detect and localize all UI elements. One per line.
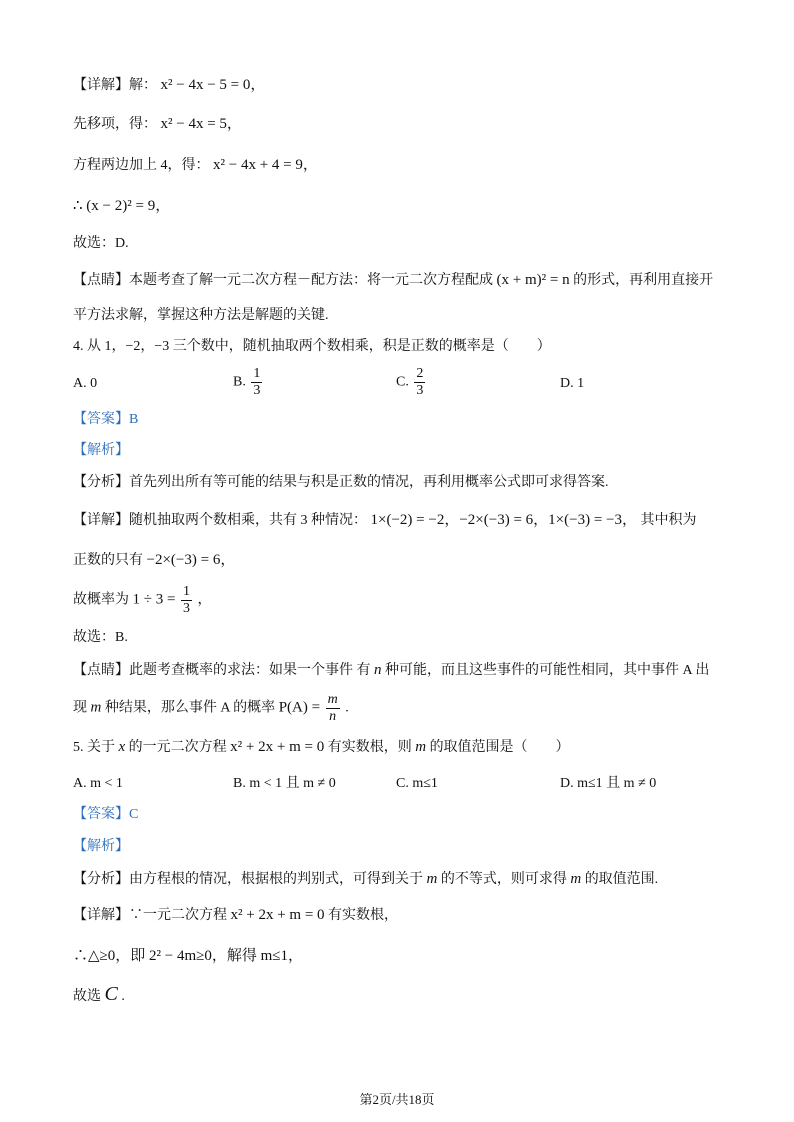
detail-line-1	[73, 75, 265, 96]
option-label: C.	[396, 374, 409, 390]
option-text: B. m < 1 且 m ≠ 0	[233, 776, 336, 791]
detail-line-3	[73, 155, 318, 176]
option-text: A. m < 1	[73, 776, 123, 791]
denominator: 3	[253, 383, 261, 398]
fraction	[326, 692, 340, 725]
text: 的取值范围.	[584, 872, 659, 887]
option-5d	[560, 774, 656, 794]
text: 现	[73, 700, 87, 716]
analysis-4-label	[73, 441, 129, 461]
detail-4-line-3	[73, 584, 211, 617]
fraction	[414, 366, 425, 399]
numerator: 1	[253, 366, 261, 381]
variable: C	[104, 983, 118, 1005]
analysis-5-line	[73, 869, 658, 890]
comment-line-2	[73, 306, 329, 326]
question-text: 有实数根，则	[327, 740, 412, 755]
text: 方程两边加上 4，得：	[73, 158, 210, 173]
fraction	[251, 366, 262, 399]
equation: x² + 2x + m = 0	[230, 907, 325, 923]
answer-text: 【答案】B	[73, 412, 139, 427]
text: 平方法求解，掌握这种方法是解题的关键.	[73, 308, 329, 323]
text: 【分析】由方程根的情况，根据根的判别式，可得到关于	[73, 872, 423, 887]
fraction	[181, 584, 192, 617]
text: 其中积为	[640, 513, 697, 528]
punct: .	[345, 700, 349, 716]
option-5c	[396, 774, 438, 794]
detail-5-line-3	[73, 984, 125, 1007]
question-text: 的取值范围是（ ）	[429, 740, 570, 755]
equation: ∴△≥0，即 2² − 4m≥0，解得 m≤1，	[73, 948, 304, 964]
comment-line-1	[73, 270, 713, 291]
text: 的形式，再利用直接开	[573, 273, 714, 288]
answer-5	[73, 805, 138, 825]
equation: 1 ÷ 3 =	[132, 591, 176, 608]
equation: 1×(−2) = −2，−2×(−3) = 6，1×(−3) = −3，	[370, 512, 637, 528]
detail-line-4	[73, 196, 170, 217]
text: 【详解】随机抽取两个数相乘，共有 3 种情况：	[73, 513, 367, 528]
equation: x² − 4x + 4 = 9，	[213, 157, 318, 173]
variable: m	[90, 699, 102, 716]
equation: x² − 4x = 5，	[160, 116, 242, 132]
option-4b	[233, 366, 264, 399]
equation: x² + 2x + m = 0	[230, 739, 325, 755]
detail-line-2	[73, 114, 242, 135]
option-4c	[396, 366, 427, 399]
text: 【详解】∵一元二次方程	[73, 908, 227, 923]
analysis-label: 【解析】	[73, 443, 129, 458]
detail-5-line-2	[73, 946, 303, 967]
variable: m	[426, 871, 438, 887]
option-text: D. m≤1 且 m ≠ 0	[560, 776, 657, 791]
question-text: 5. 关于	[73, 740, 115, 755]
question-text: 的一元二次方程	[128, 740, 227, 755]
numerator: 1	[182, 584, 190, 599]
analysis-label: 【解析】	[73, 839, 129, 854]
option-5a	[73, 774, 123, 794]
detail-label: 【详解】解：	[73, 78, 157, 93]
text: 【分析】首先列出所有等可能的结果与积是正数的情况，再利用概率公式即可求得答案.	[73, 475, 609, 490]
detail-4-line-1	[73, 510, 697, 531]
question-4	[73, 337, 551, 357]
option-4a	[73, 374, 97, 394]
analysis-4-line	[73, 473, 609, 493]
denominator: 3	[416, 383, 424, 398]
text: 故选：B.	[73, 630, 128, 645]
equation: P(A) =	[278, 699, 321, 716]
variable: m	[570, 871, 582, 887]
equation: −2×(−3) = 6，	[146, 552, 236, 568]
answer-4	[73, 410, 138, 430]
text: 故选：D.	[73, 236, 129, 251]
denominator: n	[329, 709, 337, 724]
comment-4-line-2	[73, 692, 349, 725]
option-label: B.	[233, 374, 246, 390]
comment-4-line-1	[73, 660, 709, 681]
text: 有实数根，	[328, 908, 399, 923]
denominator: 3	[182, 601, 190, 616]
text: 种结果，那么事件 A 的概率	[104, 700, 276, 716]
answer-text: 【答案】C	[73, 807, 139, 822]
detail-5-line-1	[73, 905, 398, 926]
analysis-5-label	[73, 837, 129, 857]
variable: x	[118, 739, 126, 755]
numerator: m	[327, 692, 338, 707]
variable: m	[415, 739, 427, 755]
equation: (x + m)² = n	[496, 272, 570, 288]
question-text: 4. 从 1，−2，−3 三个数中，随机抽取两个数相乘，积是正数的概率是（ ）	[73, 339, 551, 354]
variable: n	[374, 662, 382, 678]
text: 先移项，得：	[73, 117, 157, 132]
comment-label: 【点睛】本题考查了解一元二次方程－配方法：将一元二次方程配成	[73, 273, 493, 288]
punct: ，	[197, 592, 212, 608]
text: 【点睛】此题考查概率的求法：如果一个事件 有	[73, 663, 371, 678]
punct: .	[121, 989, 125, 1004]
numerator: 2	[416, 366, 424, 381]
option-text: D. 1	[560, 376, 585, 391]
equation: x² − 4x − 5 = 0，	[160, 77, 266, 93]
detail-4-line-2	[73, 550, 235, 571]
option-4d	[560, 374, 584, 394]
equation: ∴ (x − 2)² = 9，	[73, 198, 171, 214]
option-text: A. 0	[73, 376, 98, 391]
page-footer: 第2页/共18页	[359, 1092, 435, 1107]
option-5b	[233, 774, 336, 794]
question-5	[73, 737, 570, 758]
text: 故选	[73, 989, 101, 1004]
text: 故概率为	[73, 592, 129, 608]
text: 正数的只有	[73, 553, 143, 568]
detail-4-line-4	[73, 628, 128, 648]
choice-line	[73, 234, 129, 254]
option-text: C. m≤1	[396, 776, 438, 791]
text: 种可能，而且这些事件的可能性相同，其中事件 A 出	[385, 663, 710, 678]
text: 的不等式，则可求得	[440, 872, 567, 887]
